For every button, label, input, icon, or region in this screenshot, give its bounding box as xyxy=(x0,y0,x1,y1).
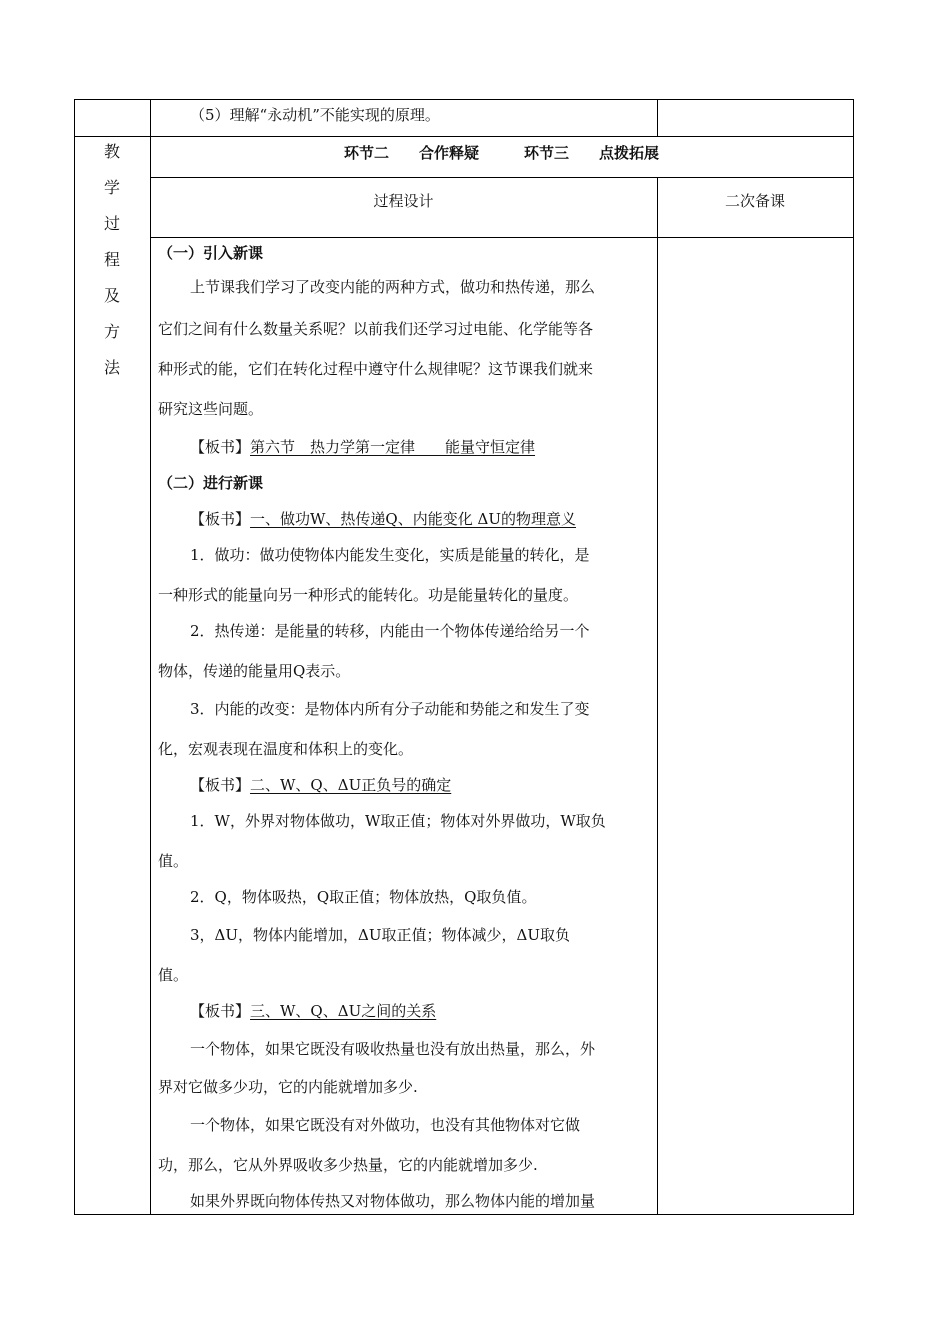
board-note xyxy=(190,1001,436,1021)
paragraph-line: 3，ΔU，物体内能增加，ΔU取正值；物体减少，ΔU取负 xyxy=(190,926,570,944)
left-label-char: 过 xyxy=(103,214,120,233)
section-title-intro: （一）引入新课 xyxy=(158,244,264,262)
left-label-char: 法 xyxy=(103,358,120,377)
paragraph-line: 1．做功：做功使物体内能发生变化，实质是能量的转化，是 xyxy=(190,546,590,564)
board-tag: 【板书】 xyxy=(190,438,251,456)
left-label-char: 教 xyxy=(103,142,120,161)
paragraph-line: 一种形式的能量向另一种形式的能转化。功是能量转化的量度。 xyxy=(158,586,579,604)
col-header-process: 过程设计 xyxy=(373,192,434,210)
paragraph-line: 值。 xyxy=(158,966,189,984)
board-heading-meaning: 一、做功W、热传递Q、内能变化 ΔU的物理意义 xyxy=(250,510,576,528)
table-border-col2a xyxy=(657,99,658,137)
paragraph-line: 2．热传递：是能量的转移，内能由一个物体传递给给另一个 xyxy=(190,622,590,640)
table-border-right xyxy=(853,99,854,1215)
table-border-row1 xyxy=(74,136,853,137)
board-tag: 【板书】 xyxy=(190,1002,251,1020)
paragraph-line: 化，宏观表现在温度和体积上的变化。 xyxy=(158,740,414,758)
board-heading-signs: 二、W、Q、ΔU正负号的确定 xyxy=(250,776,452,794)
board-tag: 【板书】 xyxy=(190,510,251,528)
left-section-label xyxy=(74,134,150,386)
board-heading-relation: 三、W、Q、ΔU之间的关系 xyxy=(250,1002,437,1020)
board-tag: 【板书】 xyxy=(190,776,251,794)
left-label-char: 学 xyxy=(103,178,120,197)
board-note xyxy=(190,437,535,457)
board-heading-title: 第六节 热力学第一定律 能量守恒定律 xyxy=(250,438,536,456)
paragraph-line: 1．W，外界对物体做功，W取正值；物体对外界做功，W取负 xyxy=(190,812,606,830)
paragraph-line: 如果外界既向物体传热又对物体做功，那么物体内能的增加量 xyxy=(190,1192,596,1210)
paragraph-line: 3．内能的改变：是物体内所有分子动能和势能之和发生了变 xyxy=(190,700,590,718)
left-label-char: 程 xyxy=(103,250,120,269)
paragraph-line: 值。 xyxy=(158,852,189,870)
paragraph-line: 物体，传递的能量用Q表示。 xyxy=(158,662,351,680)
objective-item-5: （5）理解“永动机”不能实现的原理。 xyxy=(190,106,440,124)
col-header-secondary: 二次备课 xyxy=(724,192,785,210)
paragraph-line: 界对它做多少功，它的内能就增加多少. xyxy=(158,1078,418,1096)
section-title-new: （二）进行新课 xyxy=(158,474,264,492)
left-label-char: 方 xyxy=(103,322,120,341)
paragraph-line: 一个物体，如果它既没有吸收热量也没有放出热量，那么，外 xyxy=(190,1040,596,1058)
paragraph-line: 它们之间有什么数量关系呢？以前我们还学习过电能、化学能等各 xyxy=(158,320,594,338)
board-note xyxy=(190,509,576,529)
table-border-row2 xyxy=(150,177,853,178)
paragraph-line: 种形式的能，它们在转化过程中遵守什么规律呢？这节课我们就来 xyxy=(158,360,594,378)
board-note xyxy=(190,775,451,795)
table-border-row3 xyxy=(150,237,853,238)
paragraph-line: 上节课我们学习了改变内能的两种方式，做功和热传递，那么 xyxy=(190,278,596,296)
table-border-col1 xyxy=(150,99,151,1215)
table-border-bottom xyxy=(74,1214,853,1215)
table-border-top xyxy=(74,99,853,100)
paragraph-line: 功，那么，它从外界吸收多少热量，它的内能就增加多少. xyxy=(158,1156,538,1174)
paragraph-line: 研究这些问题。 xyxy=(158,400,264,418)
table-border-col2b xyxy=(657,177,658,1215)
stage-header: 环节二 合作释疑 环节三 点拨拓展 xyxy=(343,144,659,162)
paragraph-line: 一个物体，如果它既没有对外做功，也没有其他物体对它做 xyxy=(190,1116,581,1134)
left-label-char: 及 xyxy=(103,286,120,305)
paragraph-line: 2．Q，物体吸热，Q取正值；物体放热，Q取负值。 xyxy=(190,888,537,906)
